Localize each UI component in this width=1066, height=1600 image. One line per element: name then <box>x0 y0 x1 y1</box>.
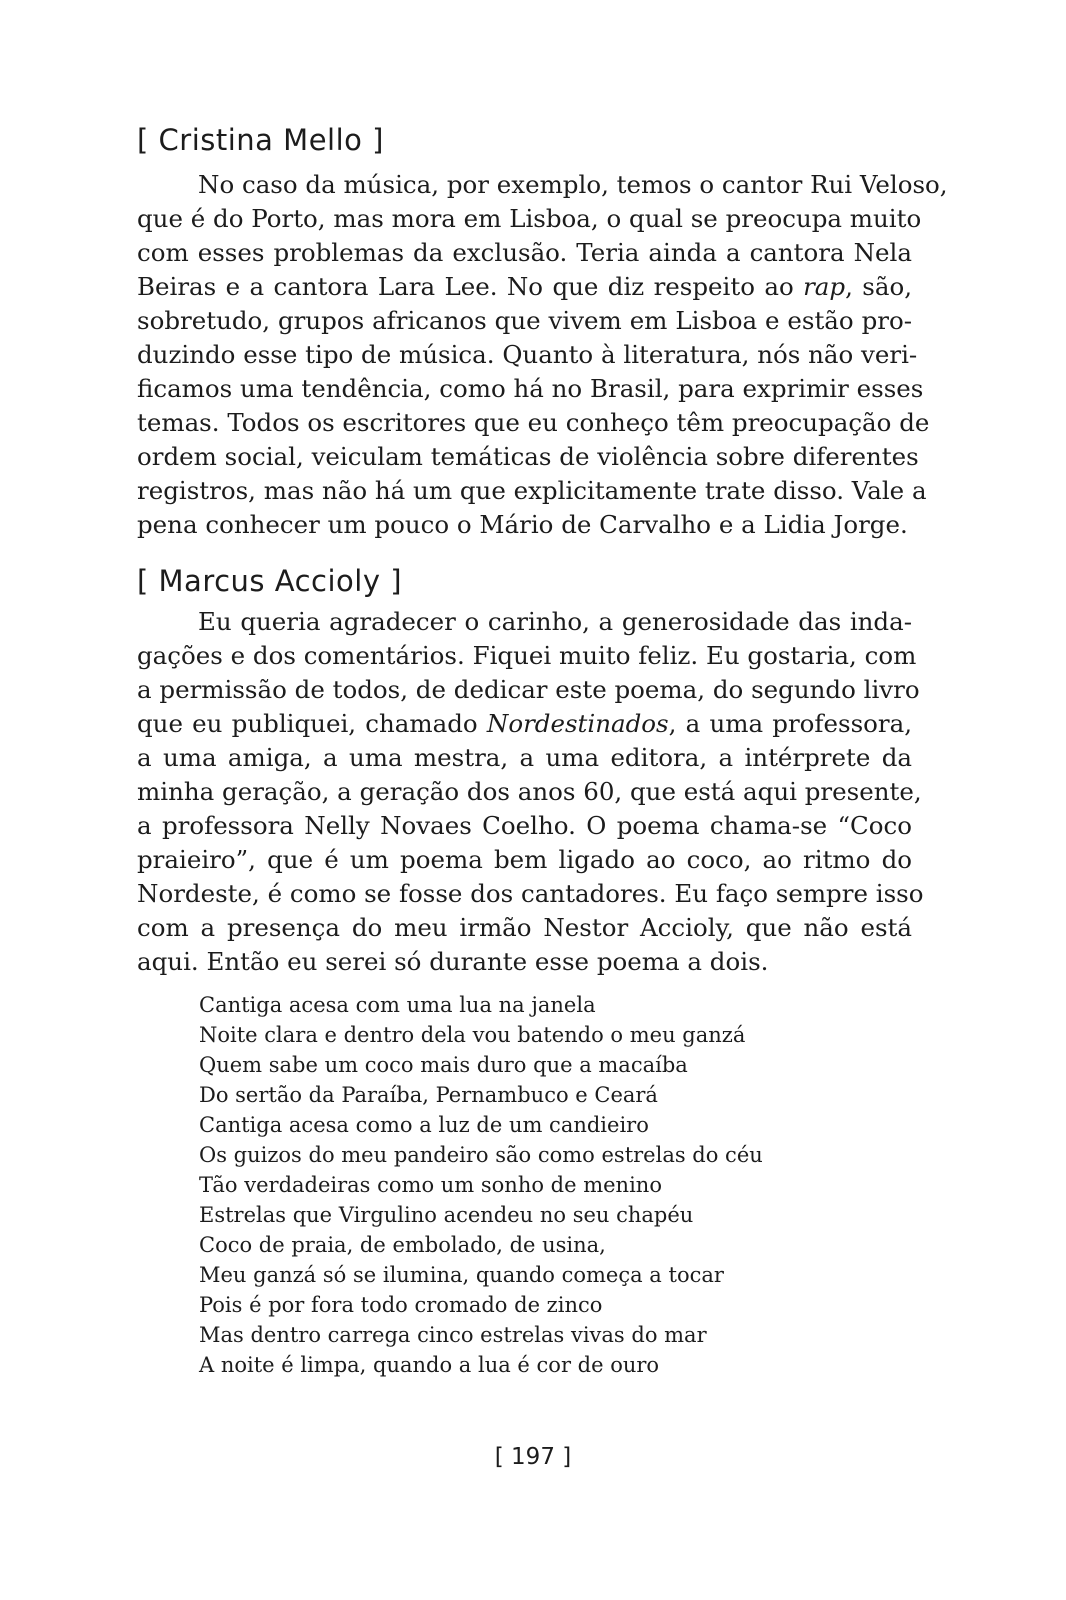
paragraph-line <box>137 707 912 741</box>
paragraph-line: registros, mas não há um que explicitamente trate disso. Vale a <box>137 476 927 505</box>
poem-line: A noite é limpa, quando a lua é cor de ouro <box>199 1353 660 1377</box>
paragraph-line: duzindo esse tipo de música. Quanto à literatura, nós não veri- <box>137 340 918 369</box>
speaker-heading-cristina-mello: [ Cristina Mello ] <box>137 123 384 157</box>
paragraph-line: minha geração, a geração dos anos 60, que está aqui presente, <box>137 777 922 806</box>
paragraph-line: aqui. Então eu serei só durante esse poema a dois. <box>137 947 769 976</box>
paragraph-line: ficamos uma tendência, como há no Brasil, para exprimir esses <box>137 374 924 403</box>
paragraph-cristina-mello <box>137 168 948 542</box>
poem-line: Pois é por fora todo cromado de zinco <box>199 1293 603 1317</box>
paragraph-line: a uma amiga, a uma mestra, a uma editora, a intérprete da <box>137 743 912 772</box>
text-run: , a uma professora, <box>668 709 912 738</box>
paragraph-line: ordem social, veiculam temáticas de violência sobre diferentes <box>137 442 919 471</box>
paragraph-line: No caso da música, por exemplo, temos o cantor Rui Veloso, <box>198 170 948 199</box>
poem-line: Os guizos do meu pandeiro são como estrelas do céu <box>199 1143 763 1167</box>
paragraph-line: temas. Todos os escritores que eu conheço têm preocupação de <box>137 408 930 437</box>
paragraph-line: com a presença do meu irmão Nestor Accioly, que não está <box>137 913 912 942</box>
paragraph-line: que é do Porto, mas mora em Lisboa, o qual se preocupa muito <box>137 204 922 233</box>
poem-line: Tão verdadeiras como um sonho de menino <box>199 1173 662 1197</box>
poem-line: Quem sabe um coco mais duro que a macaíba <box>199 1053 688 1077</box>
paragraph-line: a professora Nelly Novaes Coelho. O poema chama-se “Coco <box>137 811 912 840</box>
paragraph-line: sobretudo, grupos africanos que vivem em Lisboa e estão pro- <box>137 306 912 335</box>
poem-line: Coco de praia, de embolado, de usina, <box>199 1233 606 1257</box>
paragraph-line: com esses problemas da exclusão. Teria ainda a cantora Nela <box>137 238 912 267</box>
poem-line: Noite clara e dentro dela vou batendo o meu ganzá <box>199 1023 746 1047</box>
poem-line: Do sertão da Paraíba, Pernambuco e Ceará <box>199 1083 658 1107</box>
text-run: Beiras e a cantora Lara Lee. No que diz respeito ao <box>137 272 804 301</box>
paragraph-line: gações e dos comentários. Fiquei muito feliz. Eu gostaria, com <box>137 641 917 670</box>
poem-line: Meu ganzá só se ilumina, quando começa a tocar <box>199 1263 724 1287</box>
paragraph-line: praieiro”, que é um poema bem ligado ao coco, ao ritmo do <box>137 845 912 874</box>
text-run: que eu publiquei, chamado <box>137 709 487 738</box>
paragraph-line: Eu queria agradecer o carinho, a generosidade das inda- <box>198 607 912 636</box>
italic-term: Nordestinados <box>486 709 669 738</box>
poem-coco-praieiro <box>199 990 899 1380</box>
paragraph-line <box>137 270 912 304</box>
poem-line: Cantiga acesa como a luz de um candieiro <box>199 1113 649 1137</box>
paragraph-line: pena conhecer um pouco o Mário de Carvalho e a Lidia Jorge. <box>137 510 908 539</box>
paragraph-line: Nordeste, é como se fosse dos cantadores. Eu faço sempre isso <box>137 879 924 908</box>
paragraph-marcus-accioly <box>137 605 924 979</box>
poem-line: Estrelas que Virgulino acendeu no seu chapéu <box>199 1203 694 1227</box>
italic-term: rap <box>803 272 846 301</box>
page-number: [ 197 ] <box>494 1444 572 1470</box>
poem-line: Cantiga acesa com uma lua na janela <box>199 993 596 1017</box>
speaker-heading-marcus-accioly: [ Marcus Accioly ] <box>137 564 403 598</box>
paragraph-line: a permissão de todos, de dedicar este poema, do segundo livro <box>137 675 920 704</box>
text-run: , são, <box>845 272 912 301</box>
poem-line: Mas dentro carrega cinco estrelas vivas do mar <box>199 1323 707 1347</box>
